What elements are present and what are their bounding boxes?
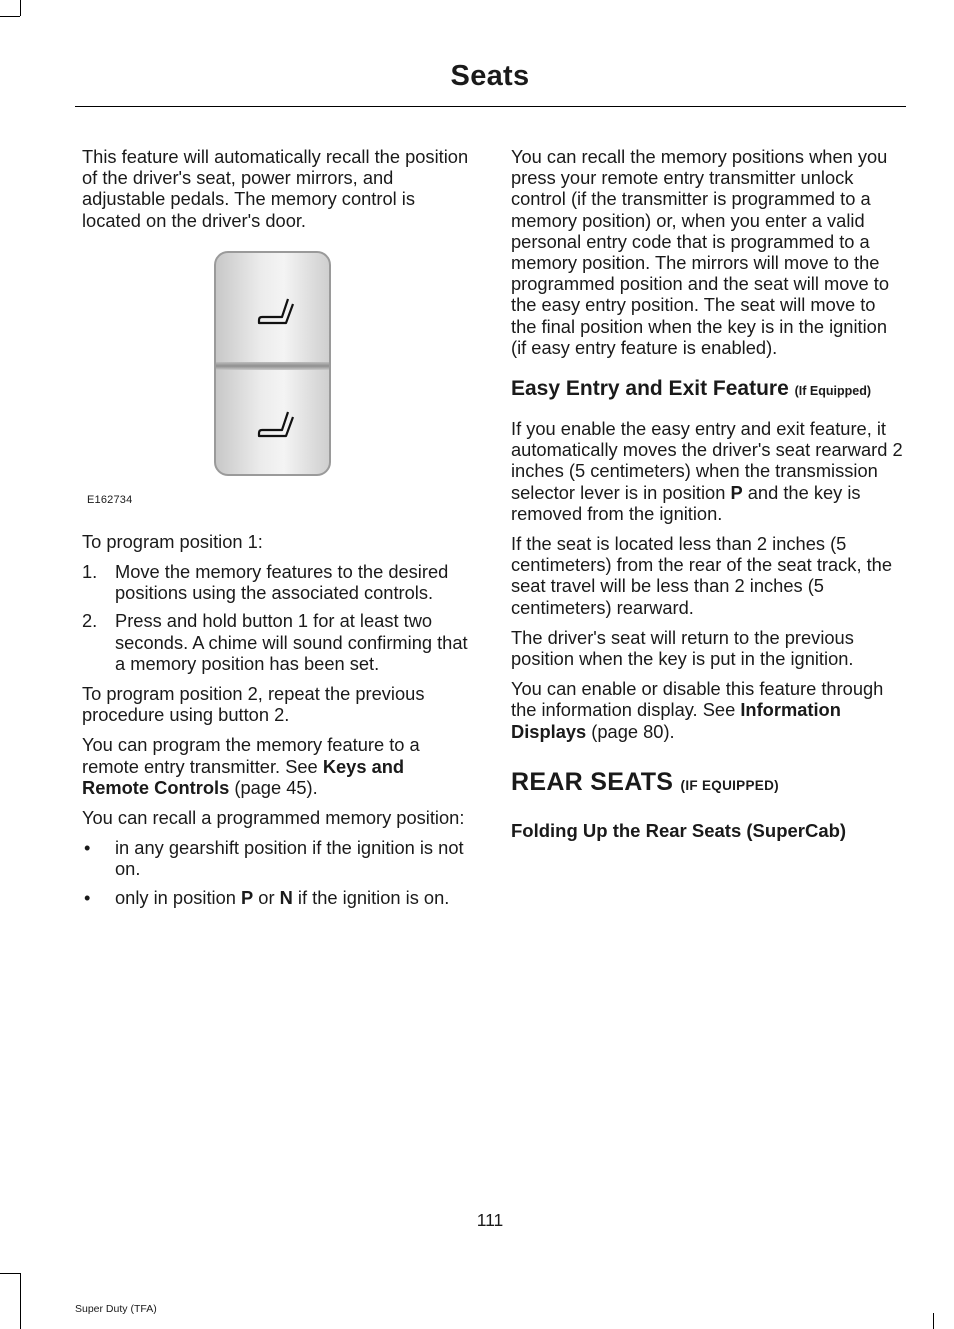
bullet: • — [84, 886, 91, 908]
crop-mark — [933, 1313, 934, 1329]
memory-switch-figure — [82, 251, 474, 519]
recall-conditions — [82, 837, 474, 908]
remote-page-ref: (page 45). — [229, 776, 318, 798]
gear-p: P — [730, 481, 743, 503]
heading-qualifier: (IF EQUIPPED) — [680, 777, 779, 793]
easy-entry-paragraph-2: If the seat is located less than 2 inches (5 centimeters) from the rear of the seat track, the seat travel will be less than 2 inches (5 centimeters) rearward. — [511, 533, 893, 618]
bullet-text: or — [253, 886, 280, 908]
crop-mark — [20, 1273, 21, 1329]
switch-divider — [216, 362, 329, 370]
figure-code: E162734 — [87, 493, 133, 506]
program-steps — [82, 561, 474, 674]
bullet-text: in any gearshift position if the ignition is not on. — [115, 837, 464, 880]
recall-paragraph: You can recall the memory positions when you press your remote entry transmitter unlock control (if the transmitter is programmed to a memory position) or, when you enter a valid personal entry code that is programmed to a memory position. The mirrors will move to the programmed position and the seat will move to the easy entry position. The seat will move to the final position when the key is in the ignition (if easy entry feature is enabled). — [511, 146, 890, 358]
recall-intro: You can recall a programmed memory position: — [82, 807, 465, 829]
step-text: Move the memory features to the desired positions using the associated controls. — [115, 561, 449, 604]
crop-mark — [20, 0, 21, 16]
step-text: Press and hold button 1 for at least two seconds. A chime will sound confirming that a memory position has been set. — [115, 610, 468, 674]
heading-qualifier: (If Equipped) — [794, 384, 871, 399]
folding-rear-seats-heading: Folding Up the Rear Seats (SuperCab) — [511, 819, 847, 841]
page-title: Seats — [450, 60, 530, 92]
gear-p: P — [241, 886, 254, 908]
paragraph-text: If you enable the easy entry and exit feature, it automatically moves the driver's seat rearward 2 inches (5 centimeters) when the transmission selector lever is in position — [511, 418, 903, 503]
easy-entry-paragraph-3: The driver's seat will return to the previous position when the key is put in the ignition. — [511, 626, 854, 670]
crop-mark — [0, 1273, 20, 1274]
paragraph-text: (page 80). — [586, 720, 675, 742]
list-item — [82, 887, 474, 908]
crop-mark — [0, 16, 20, 17]
easy-entry-paragraph-4 — [511, 678, 903, 742]
seat-icon — [256, 408, 296, 444]
seat-icon — [256, 295, 296, 331]
title-divider — [75, 106, 906, 107]
paragraph-text: and the key is removed from the ignition. — [511, 481, 861, 524]
page-number: 111 — [476, 1210, 504, 1230]
memory-switch-illustration — [214, 251, 331, 476]
list-item — [82, 561, 474, 603]
bullet-text: if the ignition is on. — [292, 886, 450, 908]
left-column — [82, 146, 474, 915]
program-position-2: To program position 2, repeat the previous procedure using button 2. — [82, 683, 425, 726]
gear-n: N — [279, 886, 293, 908]
step-number: 1. — [82, 561, 98, 583]
remote-text: You can program the memory feature to a remote entry transmitter. See — [82, 734, 420, 777]
remote-paragraph — [82, 734, 474, 798]
bullet-text: only in position — [115, 886, 242, 908]
heading-text: Easy Entry and Exit Feature — [511, 377, 789, 401]
bullet: • — [84, 837, 91, 859]
paragraph-text: You can enable or disable this feature through the information display. See — [511, 678, 884, 721]
heading-text: REAR SEATS — [511, 767, 674, 796]
list-item — [82, 837, 474, 879]
list-item — [82, 610, 474, 674]
right-column — [511, 146, 903, 841]
rear-seats-heading — [511, 768, 903, 800]
easy-entry-heading — [511, 376, 903, 404]
intro-paragraph: This feature will automatically recall the position of the driver's seat, power mirrors, and adjustable pedals. The memory control is located on the driver's door. — [82, 146, 469, 231]
keys-remote-link[interactable]: Keys and Remote Controls — [82, 755, 405, 798]
information-displays-link[interactable]: Information Displays — [511, 699, 841, 742]
footer-text: Super Duty (TFA) — [75, 1303, 157, 1315]
easy-entry-paragraph-1 — [511, 418, 903, 524]
program-position-1-intro: To program position 1: — [82, 530, 263, 552]
step-number: 2. — [82, 610, 98, 632]
